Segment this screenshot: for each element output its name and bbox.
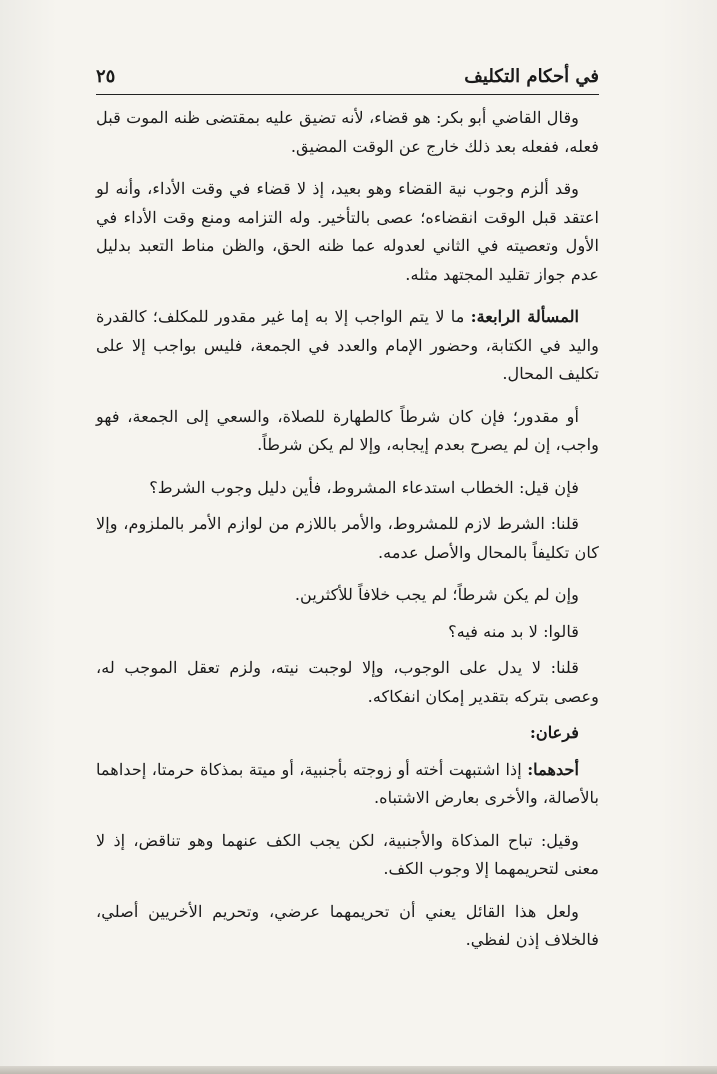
paragraph-text: أو مقدور؛ فإن كان شرطاً كالطهارة للصلاة، والسعي إلى الجمعة، فهو واجب، إن لم يصرح بعدم إيجابه، وإلا لم يكن شرطاً. (96, 406, 599, 454)
paragraph (96, 175, 599, 289)
paragraph-text: قلنا: لا يدل على الوجوب، وإلا لوجبت نيته، ولزم تعقل الموجب له، وعصى بتركه بتقدير إمكان انفكاكه. (96, 658, 599, 706)
paragraph-text: قالوا: لا بد منه فيه؟ (448, 621, 579, 641)
paragraph-text: وإن لم يكن شرطاً؛ لم يجب خلافاً للأكثرين. (294, 585, 579, 604)
page-body (96, 104, 599, 969)
paragraph-text: ما لا يتم الواجب إلا به إما غير مقدور للمكلف؛ كالقدرة واليد في الكتابة، وحضور الإمام والعدد في الجمعة، فليس بواجب إلا على تكليف المحال. (96, 307, 599, 383)
paragraph-lead: فرعان: (529, 723, 579, 742)
paragraph-text: وقد ألزم وجوب نية القضاء وهو بعيد، إذ لا قضاء في وقت الأداء، وأنه لو اعتقد قبل الوقت انقضاءه؛ عصى بالتأخير. وله التزامه ومنع وقت الأداء في الأول وتعصيته في الثاني لعدوله عما ظنه الحق، والظن مناط التعبد بدليل عدم جواز تقليد المجتهد مثله. (96, 179, 599, 284)
paragraph (96, 581, 599, 610)
paragraph (96, 618, 599, 647)
paragraph (96, 474, 599, 503)
paragraph (96, 654, 599, 711)
paragraph (96, 827, 599, 884)
paragraph-text: فإن قيل: الخطاب استدعاء المشروط، فأين دليل وجوب الشرط؟ (149, 477, 579, 497)
paragraph-heading-branches (96, 719, 599, 748)
paragraph (96, 898, 599, 955)
paragraph-heading-issue (96, 303, 599, 389)
paragraph (96, 403, 599, 460)
paragraph-text: إذا اشتبهت أخته أو زوجته بأجنبية، أو ميتة بمذكاة حرمتا، إحداهما بالأصالة، والأخرى بعارض الاشتباه. (96, 759, 599, 807)
paragraph-text: ولعل هذا القائل يعني أن تحريمهما عرضي، وتحريم الأخريين أصلي، فالخلاف إذن لفظي. (96, 901, 599, 949)
paragraph-text: قلنا: الشرط لازم للمشروط، والأمر باللازم من لوازم الأمر بالملزوم، وإلا كان تكليفاً بالمحال والأصل عدمه. (96, 514, 599, 562)
page-number: ٢٥ (96, 66, 116, 87)
running-title: في أحكام التكليف (464, 66, 599, 87)
paragraph (96, 510, 599, 567)
page-header (96, 64, 599, 95)
paragraph-lead: أحدهما: (527, 759, 579, 779)
paragraph-text: وقيل: تباح المذكاة والأجنبية، لكن يجب الكف عنهما وهو تناقض، إذ لا معنى لتحريمهما إلا وجوب الكف. (96, 830, 599, 878)
paragraph (96, 756, 599, 813)
paragraph-lead: المسألة الرابعة: (470, 307, 579, 326)
paragraph (96, 104, 599, 161)
paragraph-text: وقال القاضي أبو بكر: هو قضاء، لأنه تضيق عليه بمقتضى ظنه الموت قبل فعله، ففعله بعد ذلك خارج عن الوقت المضيق. (96, 108, 599, 156)
page-bottom-edge (0, 1066, 717, 1074)
